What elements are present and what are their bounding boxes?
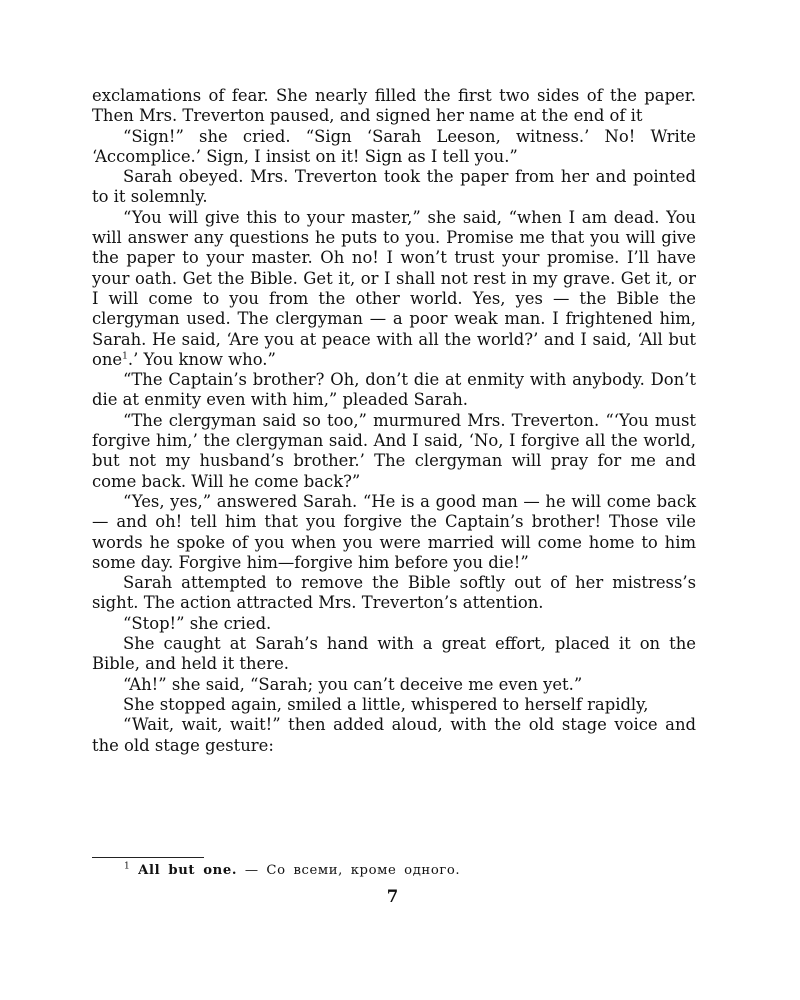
paragraph: exclamations of fear. She nearly filled the first two sides of the paper. Then Mrs. Treverton paused, and signed her name at the end of it [92,86,696,126]
footnote-dash: — [244,863,259,878]
page-number: 7 [386,887,399,906]
paragraph: “Sign!” she cried. “Sign ‘Sarah Leeson, witness.’ No! Write ‘Accomplice.’ Sign, I insist on it! Sign as I tell you.” [92,126,696,166]
footnote-divider [92,857,204,858]
paragraph-with-footnote [92,208,696,370]
paragraph: “Yes, yes,” answered Sarah. “He is a good man — he will come back — and oh! tell him that you forgive the Captain’s brother! Those vile words he spoke of you when you were married will come home to him some day. Forgive him—forgive him before you die!” [92,491,696,572]
paragraph-text: “You will give this to your master,” she said, “when I am dead. You will answer any questions he puts to you. Promise me that you will give the paper to your master. Oh no! I won’t trust your promise. I’ll have your oath. Get the Bible. Get it, or I shall not rest in my grave. Get it, or I will come to you from the other world. Yes, yes — the Bible the clergyman used. The clergyman — a poor weak man. I frightened him, Sarah. He said, ‘Are you at peace with all the world?’ and I said, ‘All but one [92,207,696,369]
paragraph: She caught at Sarah’s hand with a great effort, placed it on the Bible, and held it there. [92,634,696,674]
footnote-reference: 1 [122,351,128,362]
paragraph: “The clergyman said so too,” murmured Mrs. Treverton. “‘You must forgive him,’ the clergyman said. And I said, ‘No, I forgive all the world, but not my husband’s brother.’ The clergyman will pray for me and come back. Will he come back?” [92,410,696,491]
paragraph: “The Captain’s brother? Oh, don’t die at enmity with anybody. Don’t die at enmity even with him,” pleaded Sarah. [92,370,696,410]
paragraph: “Ah!” she said, “Sarah; you can’t deceive me even yet.” [123,674,583,694]
paragraph: Sarah obeyed. Mrs. Treverton took the paper from her and pointed to it solemnly. [92,167,696,207]
paragraph: Sarah attempted to remove the Bible softly out of her mistress’s sight. The action attracted Mrs. Treverton’s attention. [92,573,696,613]
book-page-text [92,86,696,756]
footnote [124,862,460,880]
paragraph: “Wait, wait, wait!” then added aloud, with the old stage voice and the old stage gesture: [92,715,696,755]
paragraph-text-tail: .’ You know who.” [127,349,276,369]
paragraph: “Stop!” she cried. [123,613,272,633]
footnote-translation: Со всеми, кроме одного. [266,863,461,878]
footnote-marker: 1 [124,861,131,872]
paragraph: She stopped again, smiled a little, whispered to herself rapidly, [123,694,649,714]
footnote-term: All but one. [138,863,238,878]
